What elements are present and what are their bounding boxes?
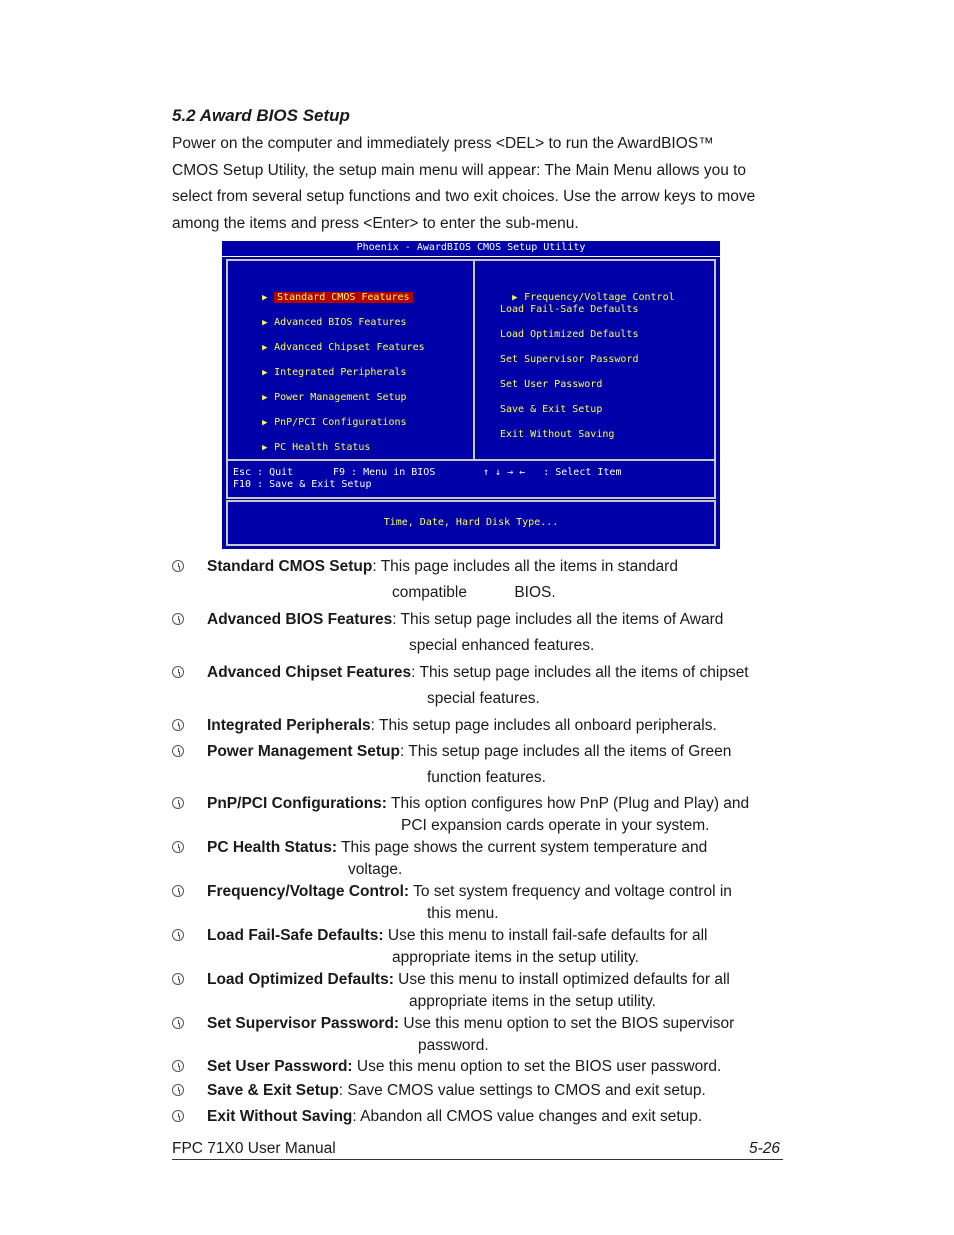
clock-bullet-icon (172, 1110, 184, 1122)
bios-menu-item-load-fail-safe[interactable]: Load Fail-Safe Defaults (500, 304, 639, 315)
item-description: : Abandon all CMOS value changes and exit setup. (352, 1108, 703, 1125)
bios-menu-item-label: Advanced Chipset Features (274, 342, 425, 353)
item-term: Set Supervisor Password: (207, 1015, 400, 1032)
clock-bullet-icon (172, 797, 184, 809)
bios-menu-item-label: Frequency/Voltage Control (524, 292, 675, 303)
bios-menu-item-pnp-pci[interactable] (238, 403, 407, 428)
arrow-right-icon: ▶ (262, 293, 268, 303)
bios-menu-item-label: PC Health Status (274, 442, 371, 453)
item-term: Advanced Chipset Features (207, 664, 412, 681)
item-term: Save & Exit Setup (207, 1082, 339, 1099)
item-term: Advanced BIOS Features (207, 611, 393, 628)
bios-menu-item-set-supervisor-password[interactable]: Set Supervisor Password (500, 354, 639, 365)
bios-menu-item-label: Power Management Setup (274, 392, 407, 403)
item-description-continued: special enhanced features. (409, 637, 595, 654)
bios-menu-item-power-management[interactable] (238, 378, 407, 403)
intro-line: among the items and press <Enter> to enter the sub-menu. (172, 214, 579, 232)
item-description-continued: appropriate items in the setup utility. (409, 993, 656, 1010)
bios-title-bar: Phoenix - AwardBIOS CMOS Setup Utility (222, 241, 720, 257)
bios-menu-item-advanced-chipset[interactable] (238, 328, 425, 353)
clock-bullet-icon (172, 719, 184, 731)
section-title: 5.2 Award BIOS Setup (172, 106, 350, 125)
bios-menu-item-save-exit[interactable]: Save & Exit Setup (500, 404, 603, 415)
footer-divider (172, 1159, 783, 1160)
arrow-right-icon: ▶ (512, 293, 518, 303)
bios-menu-item-standard-cmos[interactable] (238, 278, 413, 303)
clock-bullet-icon (172, 885, 184, 897)
item-description: Use this menu option to set the BIOS user password. (352, 1058, 722, 1075)
footer-page-number: 5-26 (749, 1140, 781, 1157)
item-term: Set User Password: (207, 1058, 353, 1075)
item-description: : Save CMOS value settings to CMOS and exit setup. (338, 1082, 706, 1099)
bios-menu-item-load-optimized[interactable]: Load Optimized Defaults (500, 329, 639, 340)
item-term: Power Management Setup (207, 743, 400, 760)
item-description-continued: special features. (427, 690, 540, 707)
bios-menu-item-frequency-voltage[interactable] (488, 278, 675, 303)
item-description-continued: appropriate items in the setup utility. (392, 949, 639, 966)
item-description: : This setup page includes all the items of chipset (411, 664, 749, 681)
item-description: Use this menu to install fail-safe defaults for all (383, 927, 708, 944)
clock-bullet-icon (172, 1017, 184, 1029)
arrow-right-icon: ▶ (262, 393, 268, 403)
arrow-right-icon: ▶ (262, 318, 268, 328)
bios-item-help-text: Time, Date, Hard Disk Type... (383, 517, 559, 528)
bios-menu-item-label: Integrated Peripherals (274, 367, 407, 378)
bios-menu-item-advanced-bios[interactable] (238, 303, 407, 328)
clock-bullet-icon (172, 973, 184, 985)
bios-key-f10-save-exit: F10 : Save & Exit Setup (233, 479, 372, 490)
item-term: PnP/PCI Configurations: (207, 795, 387, 812)
clock-bullet-icon (172, 560, 184, 572)
item-description: : This setup page includes all the items of Green (399, 743, 732, 760)
item-description: : This setup page includes all the items of Award (392, 611, 724, 628)
item-term: Integrated Peripherals (207, 717, 371, 734)
bios-column-divider (473, 259, 475, 460)
item-description: Use this menu option to set the BIOS supervisor (399, 1015, 735, 1032)
bios-key-f9-menu: F9 : Menu in BIOS (333, 467, 436, 478)
item-description: This option configures how PnP (Plug and Play) and (386, 795, 750, 812)
clock-bullet-icon (172, 841, 184, 853)
item-term: Exit Without Saving (207, 1108, 353, 1125)
item-term: PC Health Status: (207, 839, 338, 856)
item-description: Use this menu to install optimized defaults for all (393, 971, 730, 988)
bios-menu-item-pc-health[interactable] (238, 428, 371, 453)
arrow-right-icon: ▶ (262, 443, 268, 453)
bios-menu-item-integrated-peripherals[interactable] (238, 353, 407, 378)
bios-key-esc-quit: Esc : Quit (233, 467, 294, 478)
item-description-continued: compatible BIOS. (392, 584, 556, 601)
item-description: To set system frequency and voltage control in (409, 883, 732, 900)
clock-bullet-icon (172, 745, 184, 757)
item-description-continued: this menu. (427, 905, 499, 922)
item-description: This page shows the current system temperature and (337, 839, 708, 856)
item-term: Load Optimized Defaults: (207, 971, 394, 988)
bios-menu-item-label: Standard CMOS Features (274, 292, 412, 303)
intro-paragraph (172, 131, 782, 237)
arrow-right-icon: ▶ (262, 368, 268, 378)
bios-menu-item-exit-without-saving[interactable]: Exit Without Saving (500, 429, 615, 440)
item-description-continued: PCI expansion cards operate in your system. (401, 817, 710, 834)
intro-line: CMOS Setup Utility, the setup main menu will appear: The Main Menu allows you to (172, 161, 747, 179)
item-description: : This setup page includes all onboard peripherals. (370, 717, 717, 734)
arrow-right-icon: ▶ (262, 343, 268, 353)
footer-manual-title: FPC 71X0 User Manual (172, 1140, 336, 1157)
intro-line: Power on the computer and immediately press <DEL> to run the AwardBIOS™ (172, 135, 714, 152)
item-term: Standard CMOS Setup (207, 558, 373, 575)
clock-bullet-icon (172, 666, 184, 678)
clock-bullet-icon (172, 1084, 184, 1096)
bios-menu-item-label: PnP/PCI Configurations (274, 417, 407, 428)
clock-bullet-icon (172, 613, 184, 625)
item-description: : This page includes all the items in standard (372, 558, 678, 575)
bios-menu-item-label: Advanced BIOS Features (274, 317, 407, 328)
item-term: Load Fail-Safe Defaults: (207, 927, 384, 944)
item-description-continued: password. (418, 1037, 489, 1054)
bios-key-select-item: ↑ ↓ → ← : Select Item (483, 467, 622, 478)
clock-bullet-icon (172, 929, 184, 941)
intro-line: select from several setup functions and two exit choices. Use the arrow keys to move (172, 188, 756, 205)
bios-setup-screenshot (222, 241, 720, 549)
item-description-continued: function features. (427, 769, 546, 786)
bios-row-divider (226, 459, 716, 461)
clock-bullet-icon (172, 1060, 184, 1072)
item-description-continued: voltage. (348, 861, 403, 878)
arrow-right-icon: ▶ (262, 418, 268, 428)
bios-menu-item-set-user-password[interactable]: Set User Password (500, 379, 603, 390)
item-term: Frequency/Voltage Control: (207, 883, 410, 900)
